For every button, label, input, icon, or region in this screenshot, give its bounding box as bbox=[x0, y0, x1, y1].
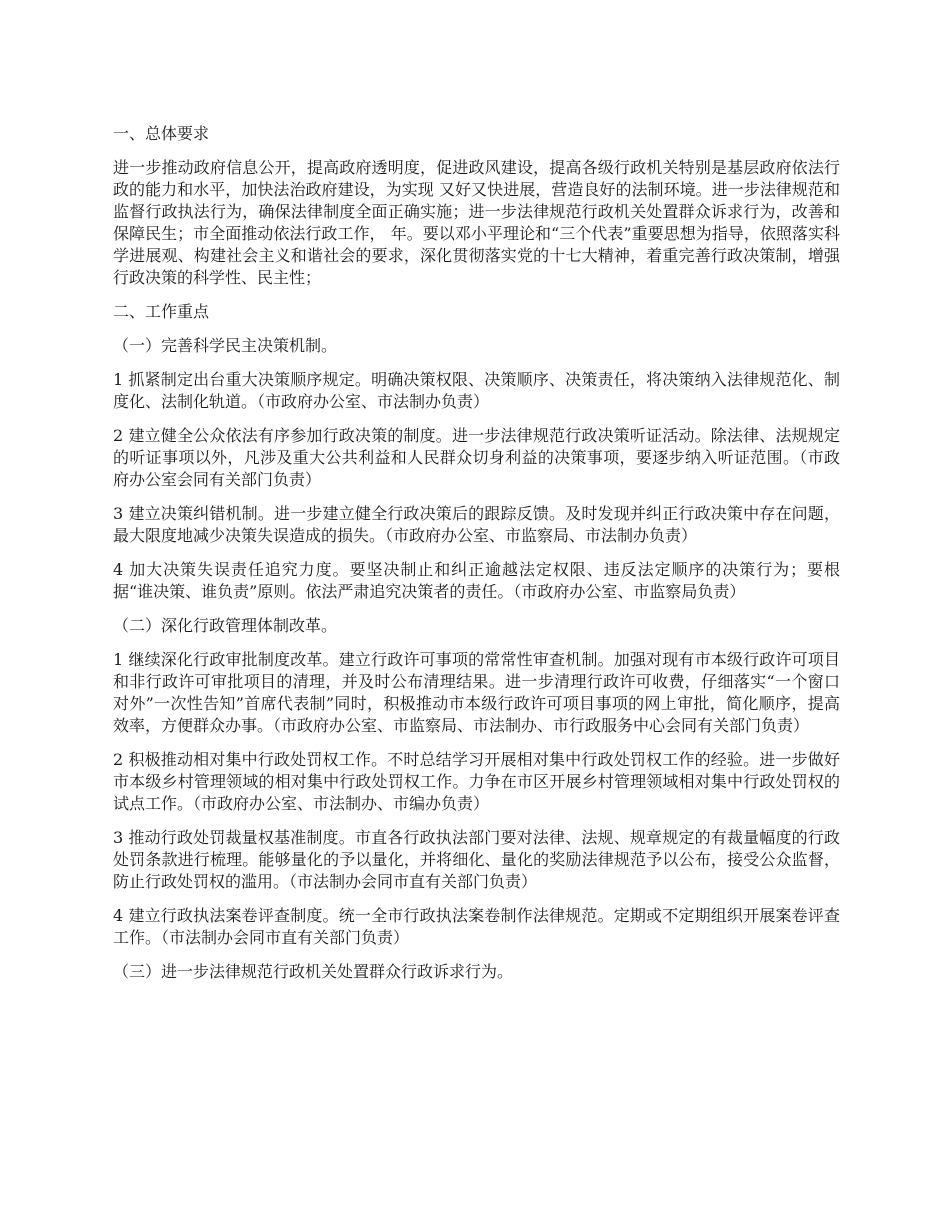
paragraph-overall-requirements: 进一步推动政府信息公开，提高政府透明度，促进政风建设，提高各级行政机关特别是基层政府依法行政的能力和水平，加快法治政府建设，为实现 又好又快进展，营造良好的法制环境。进一步法律规范和监督行政执法行为，确保法律制度全面正确实施；进一步法律规范行政机关处置群众诉求行为，改善和保障民生；市全面推动依法行政工作， 年。要以邓小平理论和“三个代表”重要思想为指导，依照落实科学进展观、构建社会主义和谐社会的要求，深化贯彻落实党的十七大精神，着重完善行政决策制，增强行政决策的科学性、民主性； bbox=[113, 158, 840, 287]
paragraph-item-1-4: 4 加大决策失误责任追究力度。要坚决制止和纠正逾越法定权限、违反法定顺序的决策行为；要根据“谁决策、谁负责”原则。依法严肃追究决策者的责任。（市政府办公室、市监察局负责） bbox=[113, 560, 840, 601]
subsection-heading-public-appeals: （三）进一步法律规范行政机关处置群众行政诉求行为。 bbox=[113, 962, 514, 981]
document-page bbox=[113, 123, 840, 995]
paragraph-item-2-4: 4 建立行政执法案卷评查制度。统一全市行政执法案卷制作法律规范。定期或不定期组织开展案卷评查工作。（市法制办会同市直有关部门负责） bbox=[113, 906, 840, 947]
paragraph-item-2-1: 1 继续深化行政审批制度改革。建立行政许可事项的常常性审查机制。加强对现有市本级行政许可项目和非行政许可审批项目的清理，并及时公布清理结果。进一步清理行政许可收费，仔细落实“一个窗口对外”一次性告知”首席代表制”同时，积极推动市本级行政许可项目事项的网上审批，简化顺序，提高效率，方便群众办事。（市政府办公室、市监察局、市法制办、市行政服务中心会同有关部门负责） bbox=[113, 650, 840, 735]
paragraph-item-2-2: 2 积极推动相对集中行政处罚权工作。不时总结学习开展相对集中行政处罚权工作的经验。进一步做好市本级乡村管理领域的相对集中行政处罚权工作。力争在市区开展乡村管理领域相对集中行政处罚权的试点工作。（市政府办公室、市法制办、市编办负责） bbox=[113, 750, 840, 813]
paragraph-item-2-3: 3 推动行政处罚裁量权基准制度。市直各行政执法部门要对法律、法规、规章规定的有裁量幅度的行政处罚条款进行梳理。能够量化的予以量化，并将细化、量化的奖励法律规范予以公布，接受公众监督，防止行政处罚权的滥用。（市法制办会同市直有关部门负责） bbox=[113, 828, 840, 891]
paragraph-item-1-3: 3 建立决策纠错机制。进一步建立健全行政决策后的跟踪反馈。及时发现并纠正行政决策中存在问题，最大限度地减少决策失误造成的损失。（市政府办公室、市监察局、市法制办负责） bbox=[113, 504, 840, 545]
paragraph-item-1-2: 2 建立健全公众依法有序参加行政决策的制度。进一步法律规范行政决策听证活动。除法律、法规规定的听证事项以外，凡涉及重大公共利益和人民群众切身利益的决策事项，要逐步纳入听证范围。（市政府办公室会同有关部门负责） bbox=[113, 426, 840, 489]
section-heading-work-focus: 二、工作重点 bbox=[113, 302, 210, 321]
section-heading-overall-requirements: 一、总体要求 bbox=[113, 124, 210, 143]
subsection-heading-admin-reform: （二）深化行政管理体制改革。 bbox=[113, 616, 338, 635]
subsection-heading-decision-mechanism: （一）完善科学民主决策机制。 bbox=[113, 336, 338, 355]
paragraph-item-1-1: 1 抓紧制定出台重大决策顺序规定。明确决策权限、决策顺序、决策责任，将决策纳入法律规范化、制度化、法制化轨道。（市政府办公室、市法制办负责） bbox=[113, 370, 840, 411]
